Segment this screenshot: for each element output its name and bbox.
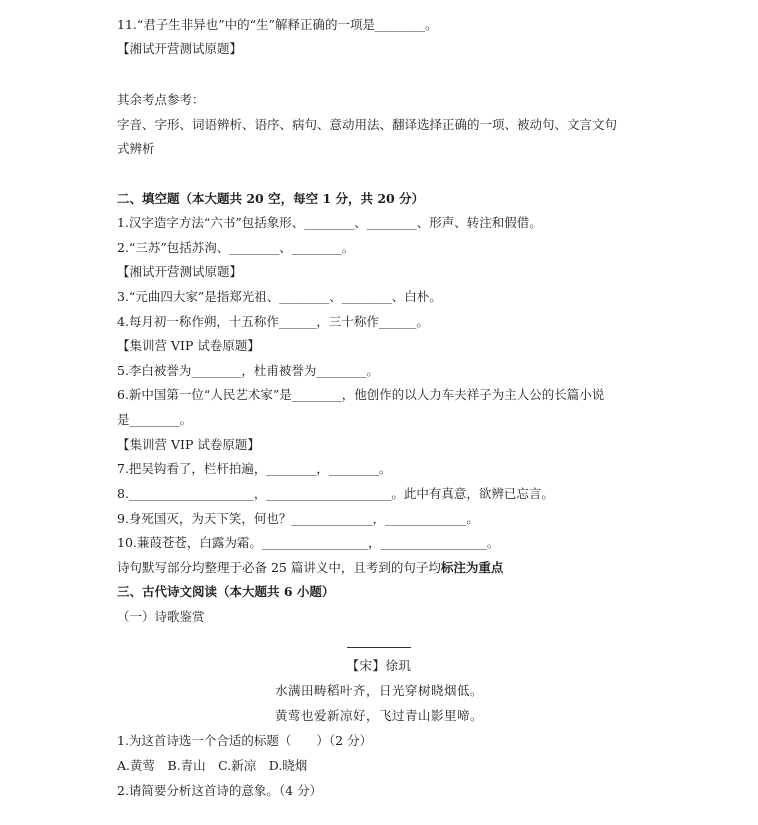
fill-question-3: 3.“元曲四大家”是指郑光祖、________、________、白朴。 <box>117 289 442 304</box>
source-tag: 【湘试开营测试原题】 <box>117 264 243 279</box>
fill-question-4: 4.每月初一称作朔，十五称作______，三十称作______。 <box>117 314 429 329</box>
fill-question-10: 10.蒹葭苍苍，白露为霜。_________________，_________________。 <box>117 535 500 550</box>
fill-question-6: 6.新中国第一位“人民艺术家”是________，他创作的以人力车夫祥子为主人公的长篇小说 <box>117 387 605 402</box>
fill-question-2: 2.“三苏”包括苏洵、________、________。 <box>117 240 355 255</box>
source-tag: 【湘试开营测试原题】 <box>117 41 243 56</box>
dictation-note-emphasis: 标注为重点 <box>440 560 504 575</box>
poem-line-2: 黄莺也爱新凉好，飞过青山影里啼。 <box>274 708 483 723</box>
poem-line-1: 水满田畴稻叶齐，日光穿树晓烟低。 <box>274 683 483 698</box>
dictation-note-text: 诗句默写部分均整理于必备 25 篇讲义中，且考到的句子均 <box>117 560 441 575</box>
other-points-title: 其余考点参考： <box>117 92 205 107</box>
fill-question-6-cont: 是________。 <box>117 412 193 427</box>
question-11: 11.“君子生非异也”中的“生”解释正确的一项是________。 <box>117 17 438 32</box>
other-points-line-1: 字音、字形、词语辨析、语序、病句、意动用法、翻译选择正确的一项、被动句、文言文句 <box>117 117 618 132</box>
poem-question-2: 2.请简要分析这首诗的意象。（4 分） <box>117 783 323 798</box>
poem-question-1-options: A.黄莺 B.青山 C.新凉 D.晓烟 <box>117 758 308 773</box>
poem-author: 【宋】徐玑 <box>346 658 412 673</box>
poem-title-blank <box>347 647 411 648</box>
poem-question-1: 1.为这首诗选一个合适的标题（ ）（2 分） <box>117 733 373 748</box>
dictation-note <box>117 560 698 576</box>
fill-question-9: 9.身死国灭，为天下笑，何也？_____________，_____________。 <box>117 511 479 526</box>
fill-question-8: 8.____________________，____________________。此中有真意，欲辨已忘言。 <box>117 486 554 501</box>
fill-question-1: 1.汉字造字方法“六书”包括象形、________、________、形声、转注和假借。 <box>117 215 542 230</box>
section-2-title: 二、填空题（本大题共 20 空，每空 1 分，共 20 分） <box>117 191 425 206</box>
other-points-line-2: 式辨析 <box>117 141 155 156</box>
source-tag: 【集训营 VIP 试卷原题】 <box>117 338 260 353</box>
fill-question-7: 7.把吴钩看了，栏杆拍遍，________，________。 <box>117 461 392 476</box>
subsection-poetry: （一）诗歌鉴赏 <box>117 609 205 624</box>
fill-question-5: 5.李白被誉为________，杜甫被誉为________。 <box>117 363 379 378</box>
section-3-title: 三、古代诗文阅读（本大题共 6 小题） <box>117 584 335 599</box>
source-tag: 【集训营 VIP 试卷原题】 <box>117 437 260 452</box>
